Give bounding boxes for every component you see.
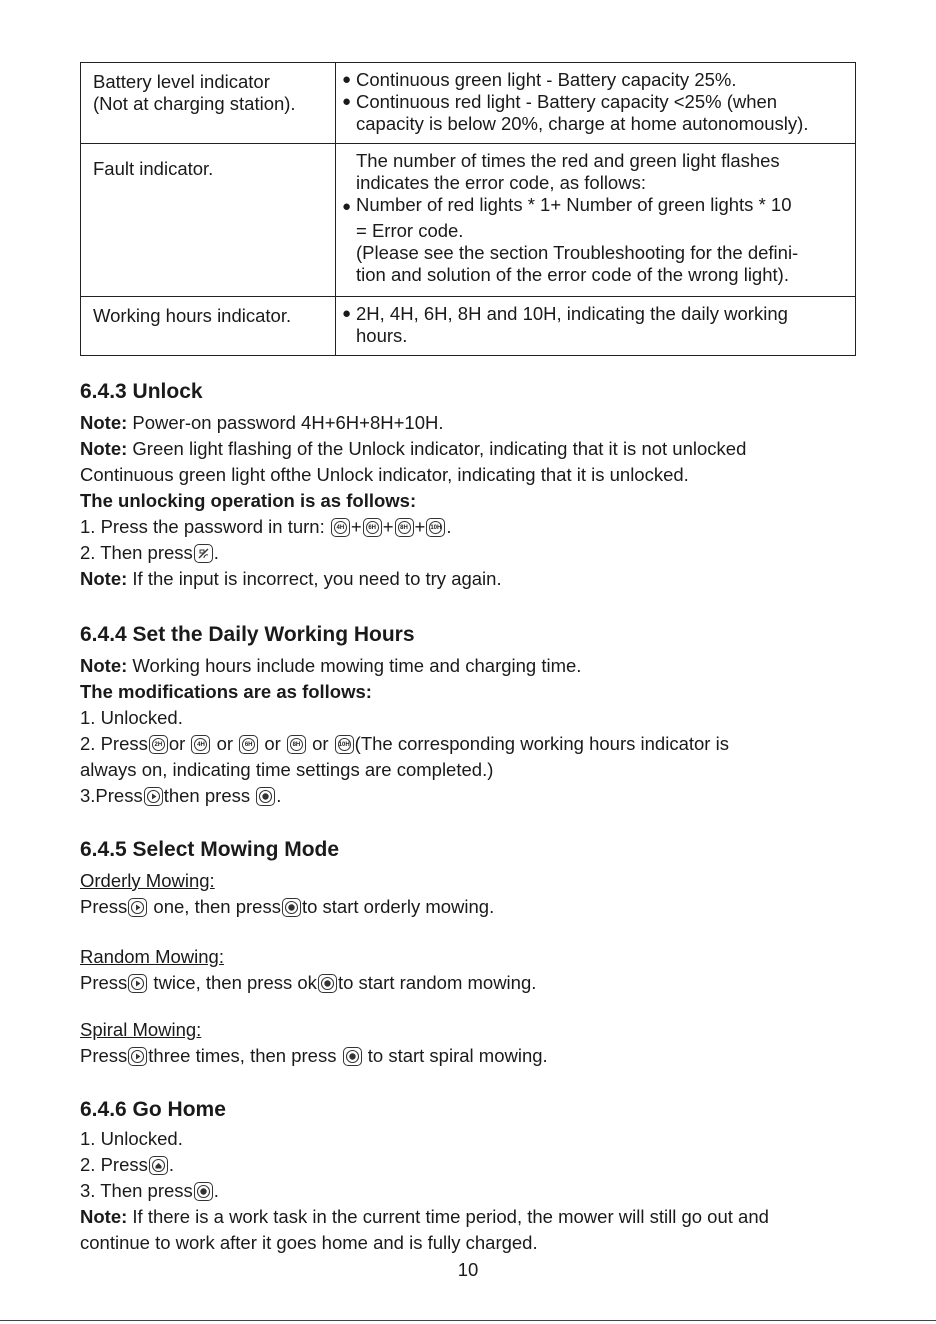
note-label: Note:	[80, 655, 128, 676]
hour-8h-button-icon: 8H	[395, 518, 414, 537]
step-2	[80, 731, 729, 757]
ok-button-icon	[194, 1182, 213, 1201]
play-button-icon	[128, 898, 147, 917]
indicator-table	[80, 62, 856, 356]
bullet-icon: ●	[342, 93, 352, 110]
row-label: (Not at charging station).	[93, 93, 296, 114]
note-text: continue to work after it goes home and is fully charged.	[80, 1232, 538, 1253]
step-text: to start orderly mowing.	[301, 896, 495, 917]
bullet-text: Continuous green light - Battery capacity 25%.	[356, 69, 737, 90]
subheading: The modifications are as follows:	[80, 681, 372, 702]
period: .	[213, 1180, 219, 1201]
ok-button-icon	[318, 974, 337, 993]
section-heading: 6.4.6 Go Home	[80, 1098, 226, 1121]
note-label: Note:	[80, 568, 128, 589]
step-text: 1. Press the password in turn:	[80, 516, 325, 537]
step-1: 1. Unlocked.	[80, 707, 183, 728]
step-3	[80, 783, 729, 809]
step-2	[80, 540, 746, 566]
plus-sign: +	[414, 516, 426, 537]
bullet-text: hours.	[356, 325, 408, 346]
step-text: to start spiral mowing.	[362, 1045, 548, 1066]
step-1: 1. Unlocked.	[80, 1128, 183, 1149]
table-cell-desc	[336, 144, 856, 297]
indicator-table-wrap	[80, 62, 856, 356]
hour-4h-button-icon: 4H	[191, 735, 210, 754]
period: .	[276, 785, 282, 806]
table-row	[81, 63, 856, 144]
hour-8h-button-icon: 8H	[287, 735, 306, 754]
step-text: 2. Press	[80, 733, 148, 754]
bullet-text: capacity is below 20%, charge at home autonomously).	[356, 113, 809, 134]
desc-text: tion and solution of the error code of the wrong light).	[356, 264, 789, 285]
plus-sign: +	[382, 516, 394, 537]
bullet-text: Number of red lights * 1+ Number of green lights * 10	[356, 194, 792, 215]
bullet-icon: ●	[342, 305, 352, 322]
hour-10h-button-icon: 10H	[335, 735, 354, 754]
ok-button-icon	[282, 898, 301, 917]
bullet-icon: ●	[342, 198, 352, 215]
step-text: 3. Then press	[80, 1180, 193, 1201]
step-1	[80, 514, 746, 540]
section-heading: 6.4.5 Select Mowing Mode	[80, 838, 340, 861]
note-text: Working hours include mowing time and charging time.	[127, 655, 582, 676]
step-2	[80, 1152, 769, 1178]
bullet-text: Continuous red light - Battery capacity <25% (when	[356, 91, 778, 112]
random-title: Random Mowing:	[80, 946, 224, 967]
step-text: 2. Then press	[80, 542, 193, 563]
plus-sign: +	[350, 516, 362, 537]
step-text: Press	[80, 896, 128, 917]
bullet-text: = Error code.	[356, 220, 464, 241]
or-text: or	[168, 733, 186, 754]
step-text: to start random mowing.	[337, 972, 537, 993]
ok-button-icon	[256, 787, 275, 806]
step-text: twice, then press ok	[148, 972, 317, 993]
step-3	[80, 1178, 769, 1204]
subheading: The unlocking operation is as follows:	[80, 490, 417, 511]
spiral-title: Spiral Mowing:	[80, 1019, 202, 1040]
or-text: or	[264, 733, 281, 754]
play-button-icon	[144, 787, 163, 806]
hour-6h-button-icon: 6H	[239, 735, 258, 754]
section-working-hours	[80, 621, 729, 809]
table-cell-label	[81, 63, 336, 144]
section-mowing-mode	[80, 836, 548, 1069]
note-text: If the input is incorrect, you need to try again.	[127, 568, 502, 589]
step-text: three times, then press	[148, 1045, 342, 1066]
step-text: always on, indicating time settings are completed.)	[80, 759, 494, 780]
play-button-icon	[128, 974, 147, 993]
table-cell-label	[81, 297, 336, 356]
note-label: Note:	[80, 1206, 128, 1227]
bullet-text: 2H, 4H, 6H, 8H and 10H, indicating the daily working	[356, 303, 788, 324]
or-text: or	[216, 733, 234, 754]
period: .	[213, 542, 219, 563]
section-heading: 6.4.4 Set the Daily Working Hours	[80, 623, 415, 646]
step-text: one, then press	[148, 896, 281, 917]
unlock-wireless-button-icon	[194, 544, 213, 563]
period: .	[446, 516, 452, 537]
hour-2h-button-icon: 2H	[149, 735, 168, 754]
desc-text: indicates the error code, as follows:	[356, 172, 646, 193]
section-go-home	[80, 1096, 769, 1256]
spiral-step	[80, 1043, 548, 1069]
note-text: Green light flashing of the Unlock indicator, indicating that it is not unlocked	[127, 438, 747, 459]
note-text: Continuous green light ofthe Unlock indicator, indicating that it is unlocked.	[80, 464, 689, 485]
table-cell-label	[81, 144, 336, 297]
orderly-step	[80, 894, 548, 920]
step-text: 3.Press	[80, 785, 143, 806]
or-text: or	[312, 733, 329, 754]
home-button-icon	[149, 1156, 168, 1175]
row-label: Battery level indicator	[93, 71, 270, 92]
orderly-title: Orderly Mowing:	[80, 870, 215, 891]
row-label: Working hours indicator.	[93, 305, 292, 326]
play-button-icon	[128, 1047, 147, 1066]
period: .	[168, 1154, 174, 1175]
page-number: 10	[457, 1259, 479, 1280]
table-row	[81, 144, 856, 297]
step-text: Press	[80, 972, 128, 993]
row-label: Fault indicator.	[93, 158, 214, 179]
random-step	[80, 970, 548, 996]
desc-text: (Please see the section Troubleshooting for the defini-	[356, 242, 799, 263]
hour-4h-button-icon: 4H	[331, 518, 350, 537]
table-cell-desc	[336, 63, 856, 144]
table-cell-desc	[336, 297, 856, 356]
note-text: If there is a work task in the current time period, the mower will still go out and	[127, 1206, 769, 1227]
desc-text: The number of times the red and green light flashes	[356, 150, 780, 171]
ok-button-icon	[343, 1047, 362, 1066]
bottom-divider	[0, 1320, 936, 1321]
section-heading: 6.4.3 Unlock	[80, 380, 203, 403]
note-text: Power-on password 4H+6H+8H+10H.	[127, 412, 444, 433]
section-unlock	[80, 378, 746, 592]
table-row	[81, 297, 856, 356]
hour-10h-button-icon: 10H	[426, 518, 445, 537]
note-label: Note:	[80, 412, 128, 433]
note-label: Note:	[80, 438, 128, 459]
bullet-icon: ●	[342, 71, 352, 88]
step-text: then press	[163, 785, 251, 806]
step-text: Press	[80, 1045, 128, 1066]
step-text: 2. Press	[80, 1154, 148, 1175]
hour-6h-button-icon: 6H	[363, 518, 382, 537]
step-text: (The corresponding working hours indicator is	[354, 733, 729, 754]
